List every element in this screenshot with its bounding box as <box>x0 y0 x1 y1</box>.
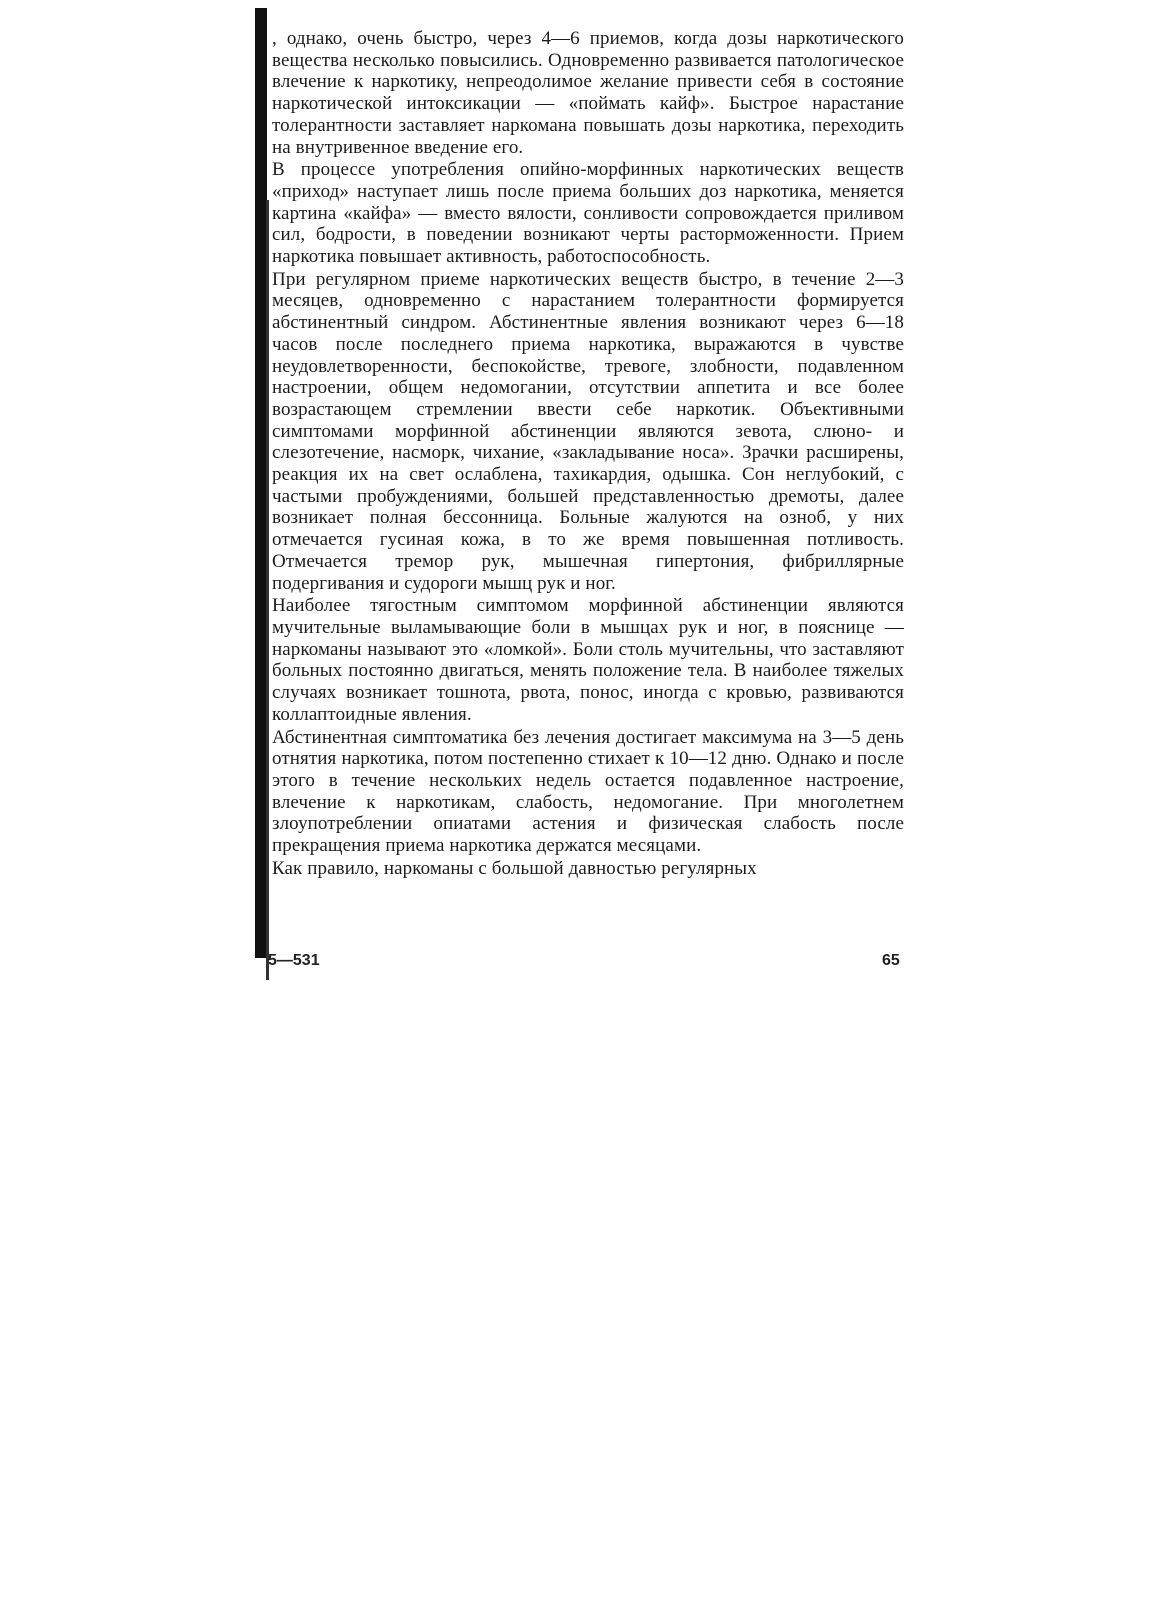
paragraph-1: , однако, очень быстро, через 4—6 приемов, когда дозы наркотического вещества несколько повысились. Одновременно развивается патологическое влечение к наркотику, непреодолимое желание привести себя в состояние наркотической интоксикации — «поймать кайф». Быстрое нарастание толерантности заставляет наркомана повышать дозы наркотика, переходить на внутривенное введение его. <box>272 28 904 158</box>
paragraph-3: При регулярном приеме наркотических веществ быстро, в течение 2—3 месяцев, одновременно с нарастанием толерантности формируется абстинентный синдром. Абстинентные явления возникают через 6—18 часов после последнего приема наркотика, выражаются в чувстве неудовлетворенности, беспокойстве, тревоге, злобности, подавленном настроении, общем недомогании, отсутствии аппетита и все более возрастающем стремлении ввести себе наркотик. Объективными симптомами морфинной абстиненции являются зевота, слюно- и слезотечение, насморк, чихание, «закладывание носа». Зрачки расширены, реакция их на свет ослаблена, тахикардия, одышка. Сон неглубокий, с частыми пробуждениями, большей представленностью дремоты, далее возникает полная бессонница. Больные жалуются на озноб, у них отмечается гусиная кожа, в то же время повышенная потливость. Отмечается тремор рук, мышечная гипертония, фибриллярные подергивания и судороги мышц рук и ног. <box>272 268 904 594</box>
page-number: 65 <box>882 952 900 969</box>
paragraph-5: Абстинентная симптоматика без лечения достигает максимума на 3—5 день отнятия наркотика, потом постепенно стихает к 10—12 дню. Однако и после этого в течение нескольких недель остается подавленное настроение, влечение к наркотикам, слабость, недомогание. При многолетнем злоупотреблении опиатами астения и физическая слабость после прекращения приема наркотика держатся месяцами. <box>272 726 904 857</box>
printer-signature-mark: 5—531 <box>268 952 320 969</box>
paragraph-2: В процессе употребления опийно-морфинных наркотических веществ «приход» наступает лишь после приема больших доз наркотика, меняется картина «кайфа» — вместо вялости, сонливости сопровождается приливом сил, бодрости, в поведении возникают черты расторможенности. Прием наркотика повышает активность, работоспособность. <box>272 159 904 268</box>
paragraph-6: Как правило, наркоманы с большой давностью регулярных <box>272 857 757 879</box>
body-text <box>272 28 904 880</box>
paragraph-4: Наиболее тягостным симптомом морфинной абстиненции являются мучительные выламывающие боли в мышцах рук и ног, в пояснице — наркоманы называют это «ломкой». Боли столь мучительны, что заставляют больных постоянно двигаться, менять положение тела. В наиболее тяжелых случаях возникает тошнота, рвота, понос, иногда с кровью, развиваются коллаптоидные явления. <box>272 595 904 725</box>
binding-shadow-edge <box>266 200 269 980</box>
